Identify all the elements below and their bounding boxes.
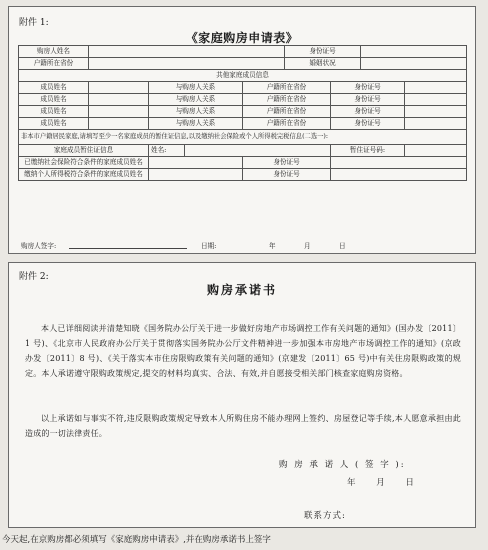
family-member-row: [19, 118, 467, 130]
province-label: 户籍所在省份: [243, 82, 331, 94]
attachment-label: 附件 1:: [19, 18, 49, 28]
social-insurance-name-field[interactable]: [149, 157, 243, 169]
pledge-title: 购房承诺书: [206, 283, 277, 297]
pledge-sheet: [8, 262, 476, 528]
id-number-field[interactable]: [361, 46, 467, 58]
temp-permit-label: 家庭成员暂住证信息: [19, 145, 149, 157]
pledge-paragraph-2: 以上承诺如与事实不符,违反限购政策规定导致本人所购住房不能办理网上签约、房屋登记等手续,本人愿意承担由此造成的一切法律责任。: [25, 414, 461, 438]
buyer-name-field[interactable]: [89, 46, 285, 58]
family-member-row: [19, 106, 467, 118]
income-tax-id-label: 身份证号: [243, 169, 331, 181]
member-id-label: 身份证号: [331, 106, 405, 118]
member-id-label: 身份证号: [331, 118, 405, 130]
social-insurance-id-label: 身份证号: [243, 157, 331, 169]
member-id-label: 身份证号: [331, 82, 405, 94]
marital-status-label: 婚姻状况: [285, 58, 361, 70]
photo-caption: 今天起,在京购房都必须填写《家庭购房申请表》,并在购房承诺书上签字: [2, 535, 271, 545]
social-insurance-id-field[interactable]: [331, 157, 467, 169]
id-number-label: 身份证号: [285, 46, 361, 58]
temp-permit-number-label: 暂住证号码:: [331, 145, 405, 157]
hukou-province-field[interactable]: [89, 58, 285, 70]
family-member-row: [19, 94, 467, 106]
family-info-header: 共他家庭成员信息: [19, 70, 467, 82]
date-year: 年: [269, 242, 276, 250]
pledge-signature-label: 购 房 承 诺 人 ( 签 字 ):: [279, 460, 406, 470]
attachment-label: 附件 2:: [19, 272, 49, 282]
relation-label: 与购房人关系: [149, 118, 243, 130]
income-tax-name-field[interactable]: [149, 169, 243, 181]
buyer-sign-line[interactable]: [69, 247, 187, 249]
member-name-field[interactable]: [89, 94, 149, 106]
member-id-field[interactable]: [405, 94, 467, 106]
form-signature-row: [21, 240, 461, 250]
member-name-label: 成员姓名: [19, 106, 89, 118]
province-label: 户籍所在省份: [243, 118, 331, 130]
income-tax-id-field[interactable]: [331, 169, 467, 181]
form-title: 《家庭购房申请表》: [185, 31, 299, 45]
non-local-notice: 非本市户籍居民家庭,请填写至少一名家庭成员的暂住证信息,以及缴纳社会保险或个人所得税完税信息(二选一):: [19, 130, 467, 145]
member-name-label: 成员姓名: [19, 82, 89, 94]
pledge-contact-label: 联系方式:: [304, 511, 346, 521]
member-name-label: 成员姓名: [19, 118, 89, 130]
temp-permit-name-field[interactable]: [185, 145, 331, 157]
income-tax-label: 缴纳个人所得税符合条件的家庭成员姓名: [19, 169, 149, 181]
member-name-label: 成员姓名: [19, 94, 89, 106]
member-id-field[interactable]: [405, 82, 467, 94]
member-name-field[interactable]: [89, 82, 149, 94]
province-label: 户籍所在省份: [243, 106, 331, 118]
social-insurance-label: 已缴纳社会保险符合条件的家庭成员姓名: [19, 157, 149, 169]
marital-status-field[interactable]: [361, 58, 467, 70]
hukou-province-label: 户籍所在省份: [19, 58, 89, 70]
pledge-paragraph-1: 本人已详细阅读并清楚知晓《国务院办公厅关于进一步做好房地产市场调控工作有关问题的通知》(国办发〔2011〕1 号)、《北京市人民政府办公厅关于贯彻落实国务院办公厅文件精神进一步加强本市房地产市场调控工作的通知》(京政办发〔2011〕8 号)、《关于落实本市住房限购政策有关问题的通知》(京建发〔2011〕65 号)中有关住房限购政策的规定。本人承诺遵守限购政策规定,提交的材料均真实、合法、有效,并自愿接受相关部门核查家庭购房资格。: [25, 324, 461, 378]
temp-permit-number-field[interactable]: [405, 145, 467, 157]
relation-label: 与购房人关系: [149, 106, 243, 118]
member-name-field[interactable]: [89, 118, 149, 130]
family-member-row: [19, 82, 467, 94]
member-id-label: 身份证号: [331, 94, 405, 106]
province-label: 户籍所在省份: [243, 94, 331, 106]
date-label: 日期:: [201, 242, 217, 250]
application-table: [18, 45, 467, 181]
relation-label: 与购房人关系: [149, 82, 243, 94]
date-day: 日: [339, 242, 346, 250]
buyer-name-label: 购房人姓名: [19, 46, 89, 58]
buyer-sign-label: 购房人签字:: [21, 242, 57, 250]
relation-label: 与购房人关系: [149, 94, 243, 106]
member-name-field[interactable]: [89, 106, 149, 118]
pledge-date: 年 月 日: [347, 478, 416, 488]
temp-permit-name-label: 姓名:: [149, 145, 185, 157]
member-id-field[interactable]: [405, 106, 467, 118]
date-month: 月: [304, 242, 311, 250]
application-form-sheet: [8, 6, 476, 254]
member-id-field[interactable]: [405, 118, 467, 130]
